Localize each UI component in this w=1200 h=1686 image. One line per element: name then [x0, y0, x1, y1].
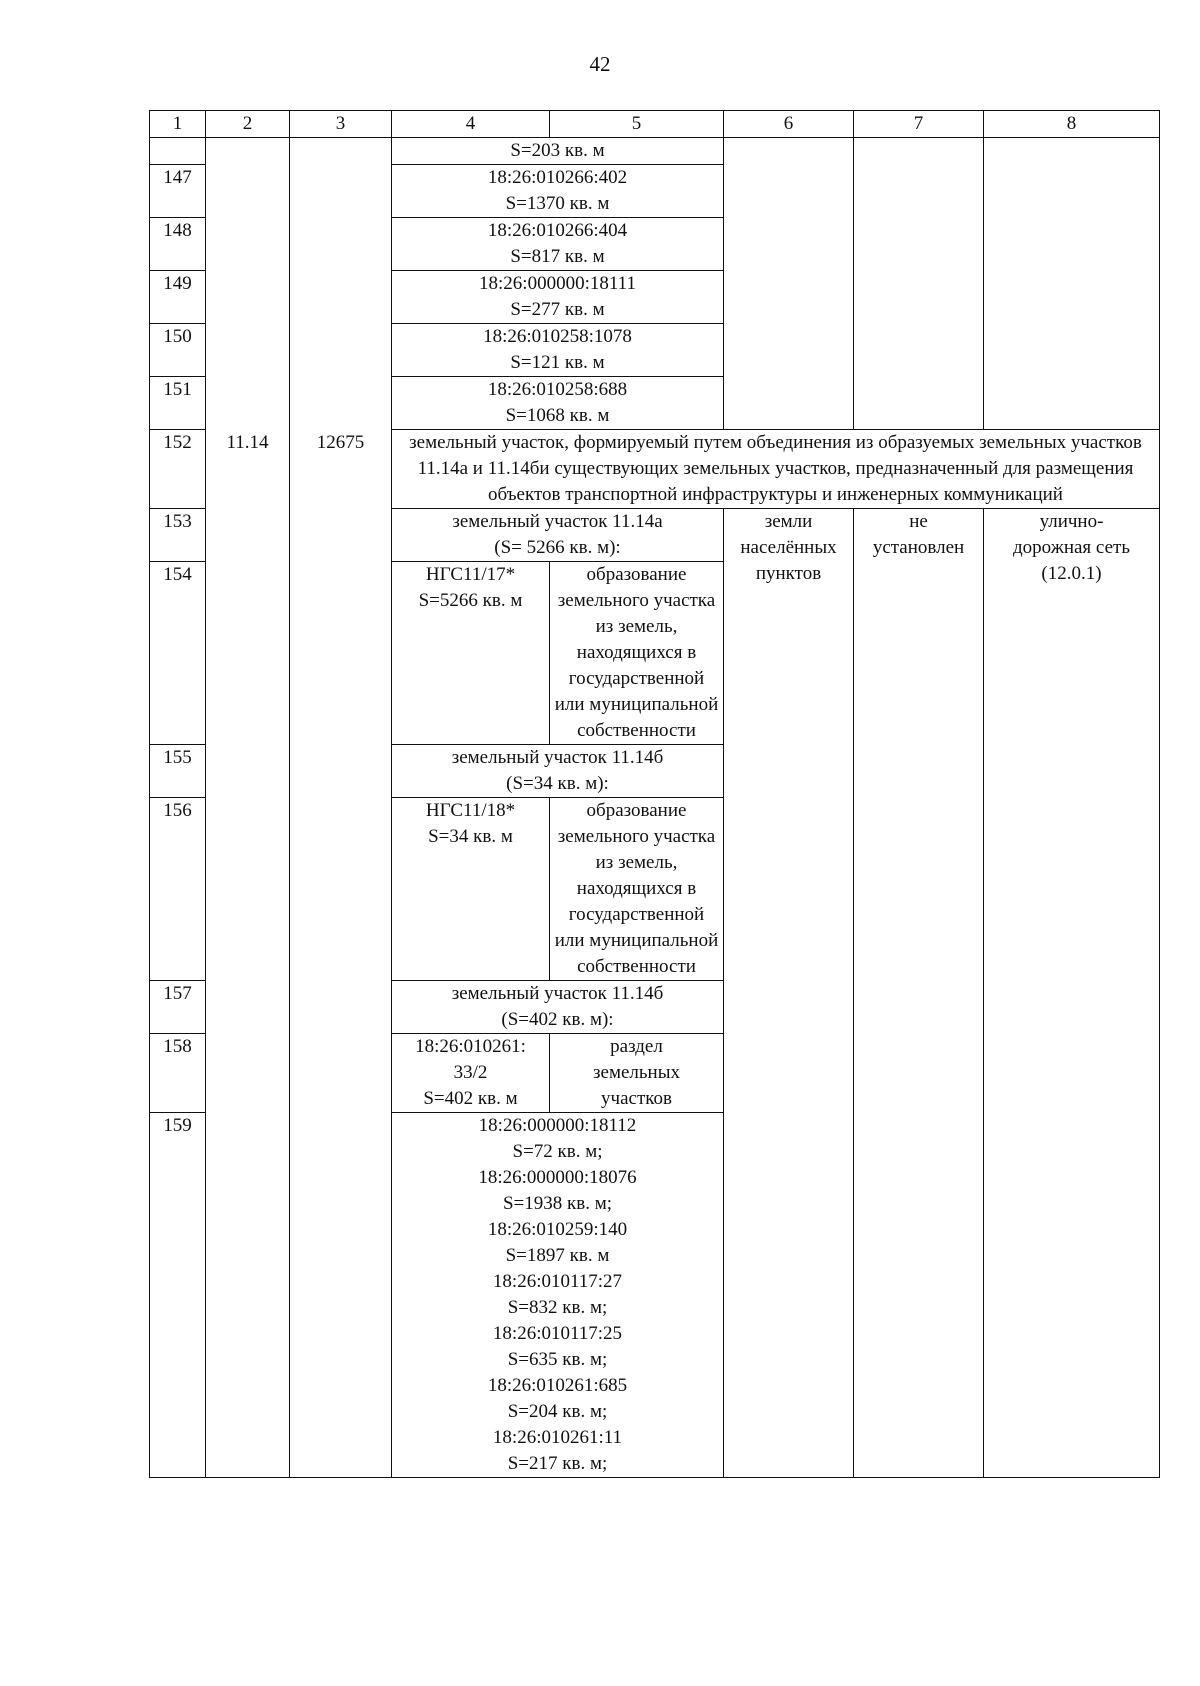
formation-method: образование земельного участка из земель, находящихся в государственной или муниципальной собственности	[550, 562, 724, 745]
row-number: 148	[150, 218, 206, 271]
col8-cell	[984, 138, 1160, 430]
subplot-title: земельный участок 11.14а (S= 5266 кв. м):	[392, 509, 724, 562]
formation-method: образование земельного участка из земель, находящихся в государственной или муниципальной собственности	[550, 798, 724, 981]
col-header-6: 6	[724, 111, 854, 138]
row-number: 150	[150, 324, 206, 377]
col-header-8: 8	[984, 111, 1160, 138]
land-category: земли населённых пунктов	[724, 509, 854, 1478]
col2-cell	[206, 138, 290, 430]
cadastral-number: 18:26:010266:402 S=1370 кв. м	[392, 165, 724, 218]
subplot-title: земельный участок 11.14б (S=34 кв. м):	[392, 745, 724, 798]
plot-description: земельный участок, формируемый путем объединения из образуемых земельных участков 11.14а и 11.14би существующих земельных участков, предназначенный для размещения объектов транспортной инфраструктуры и инженерных коммуникаций	[392, 430, 1160, 509]
land-plots-table	[149, 110, 1160, 1478]
row-number: 151	[150, 377, 206, 430]
col-header-4: 4	[392, 111, 550, 138]
row-number: 157	[150, 981, 206, 1034]
subplot-title: земельный участок 11.14б (S=402 кв. м):	[392, 981, 724, 1034]
plot-total-area: 12675	[290, 430, 392, 1478]
table-row	[150, 138, 1160, 165]
row-number: 147	[150, 165, 206, 218]
col-header-3: 3	[290, 111, 392, 138]
plot-designation: НГС11/18* S=34 кв. м	[392, 798, 550, 981]
table-row	[150, 430, 1160, 509]
col-header-1: 1	[150, 111, 206, 138]
cadastral-number: 18:26:000000:18111 S=277 кв. м	[392, 271, 724, 324]
plot-code: 11.14	[206, 430, 290, 1478]
row-number: 159	[150, 1113, 206, 1478]
col-header-7: 7	[854, 111, 984, 138]
header-row	[150, 111, 1160, 138]
row-number: 152	[150, 430, 206, 509]
row-number: 153	[150, 509, 206, 562]
formation-method: раздел земельных участков	[550, 1034, 724, 1113]
col7-cell	[854, 138, 984, 430]
col3-cell	[290, 138, 392, 430]
page-number: 42	[589, 52, 611, 76]
row-number: 154	[150, 562, 206, 745]
plot-designation: НГС11/17* S=5266 кв. м	[392, 562, 550, 745]
col-header-2: 2	[206, 111, 290, 138]
col-header-5: 5	[550, 111, 724, 138]
cadastral-list: 18:26:000000:18112 S=72 кв. м; 18:26:000000:18076 S=1938 кв. м; 18:26:010259:140 S=1897 кв. м 18:26:010117:27 S=832 кв. м; 18:26:010117:25 S=635 кв. м; 18:26:010261:685 S=204 кв. м; 18:26:010261:11 S=217 кв. м;	[392, 1113, 724, 1478]
restriction-status: не установлен	[854, 509, 984, 1478]
plot-designation: 18:26:010261: 33/2 S=402 кв. м	[392, 1034, 550, 1113]
cadastral-number: 18:26:010266:404 S=817 кв. м	[392, 218, 724, 271]
row-number: 158	[150, 1034, 206, 1113]
permitted-use: улично- дорожная сеть (12.0.1)	[984, 509, 1160, 1478]
row-number: 149	[150, 271, 206, 324]
cadastral-number: 18:26:010258:688 S=1068 кв. м	[392, 377, 724, 430]
col6-cell	[724, 138, 854, 430]
row-number: 155	[150, 745, 206, 798]
row-number: 156	[150, 798, 206, 981]
row-number	[150, 138, 206, 165]
plot-area: S=203 кв. м	[392, 138, 724, 165]
cadastral-number: 18:26:010258:1078 S=121 кв. м	[392, 324, 724, 377]
